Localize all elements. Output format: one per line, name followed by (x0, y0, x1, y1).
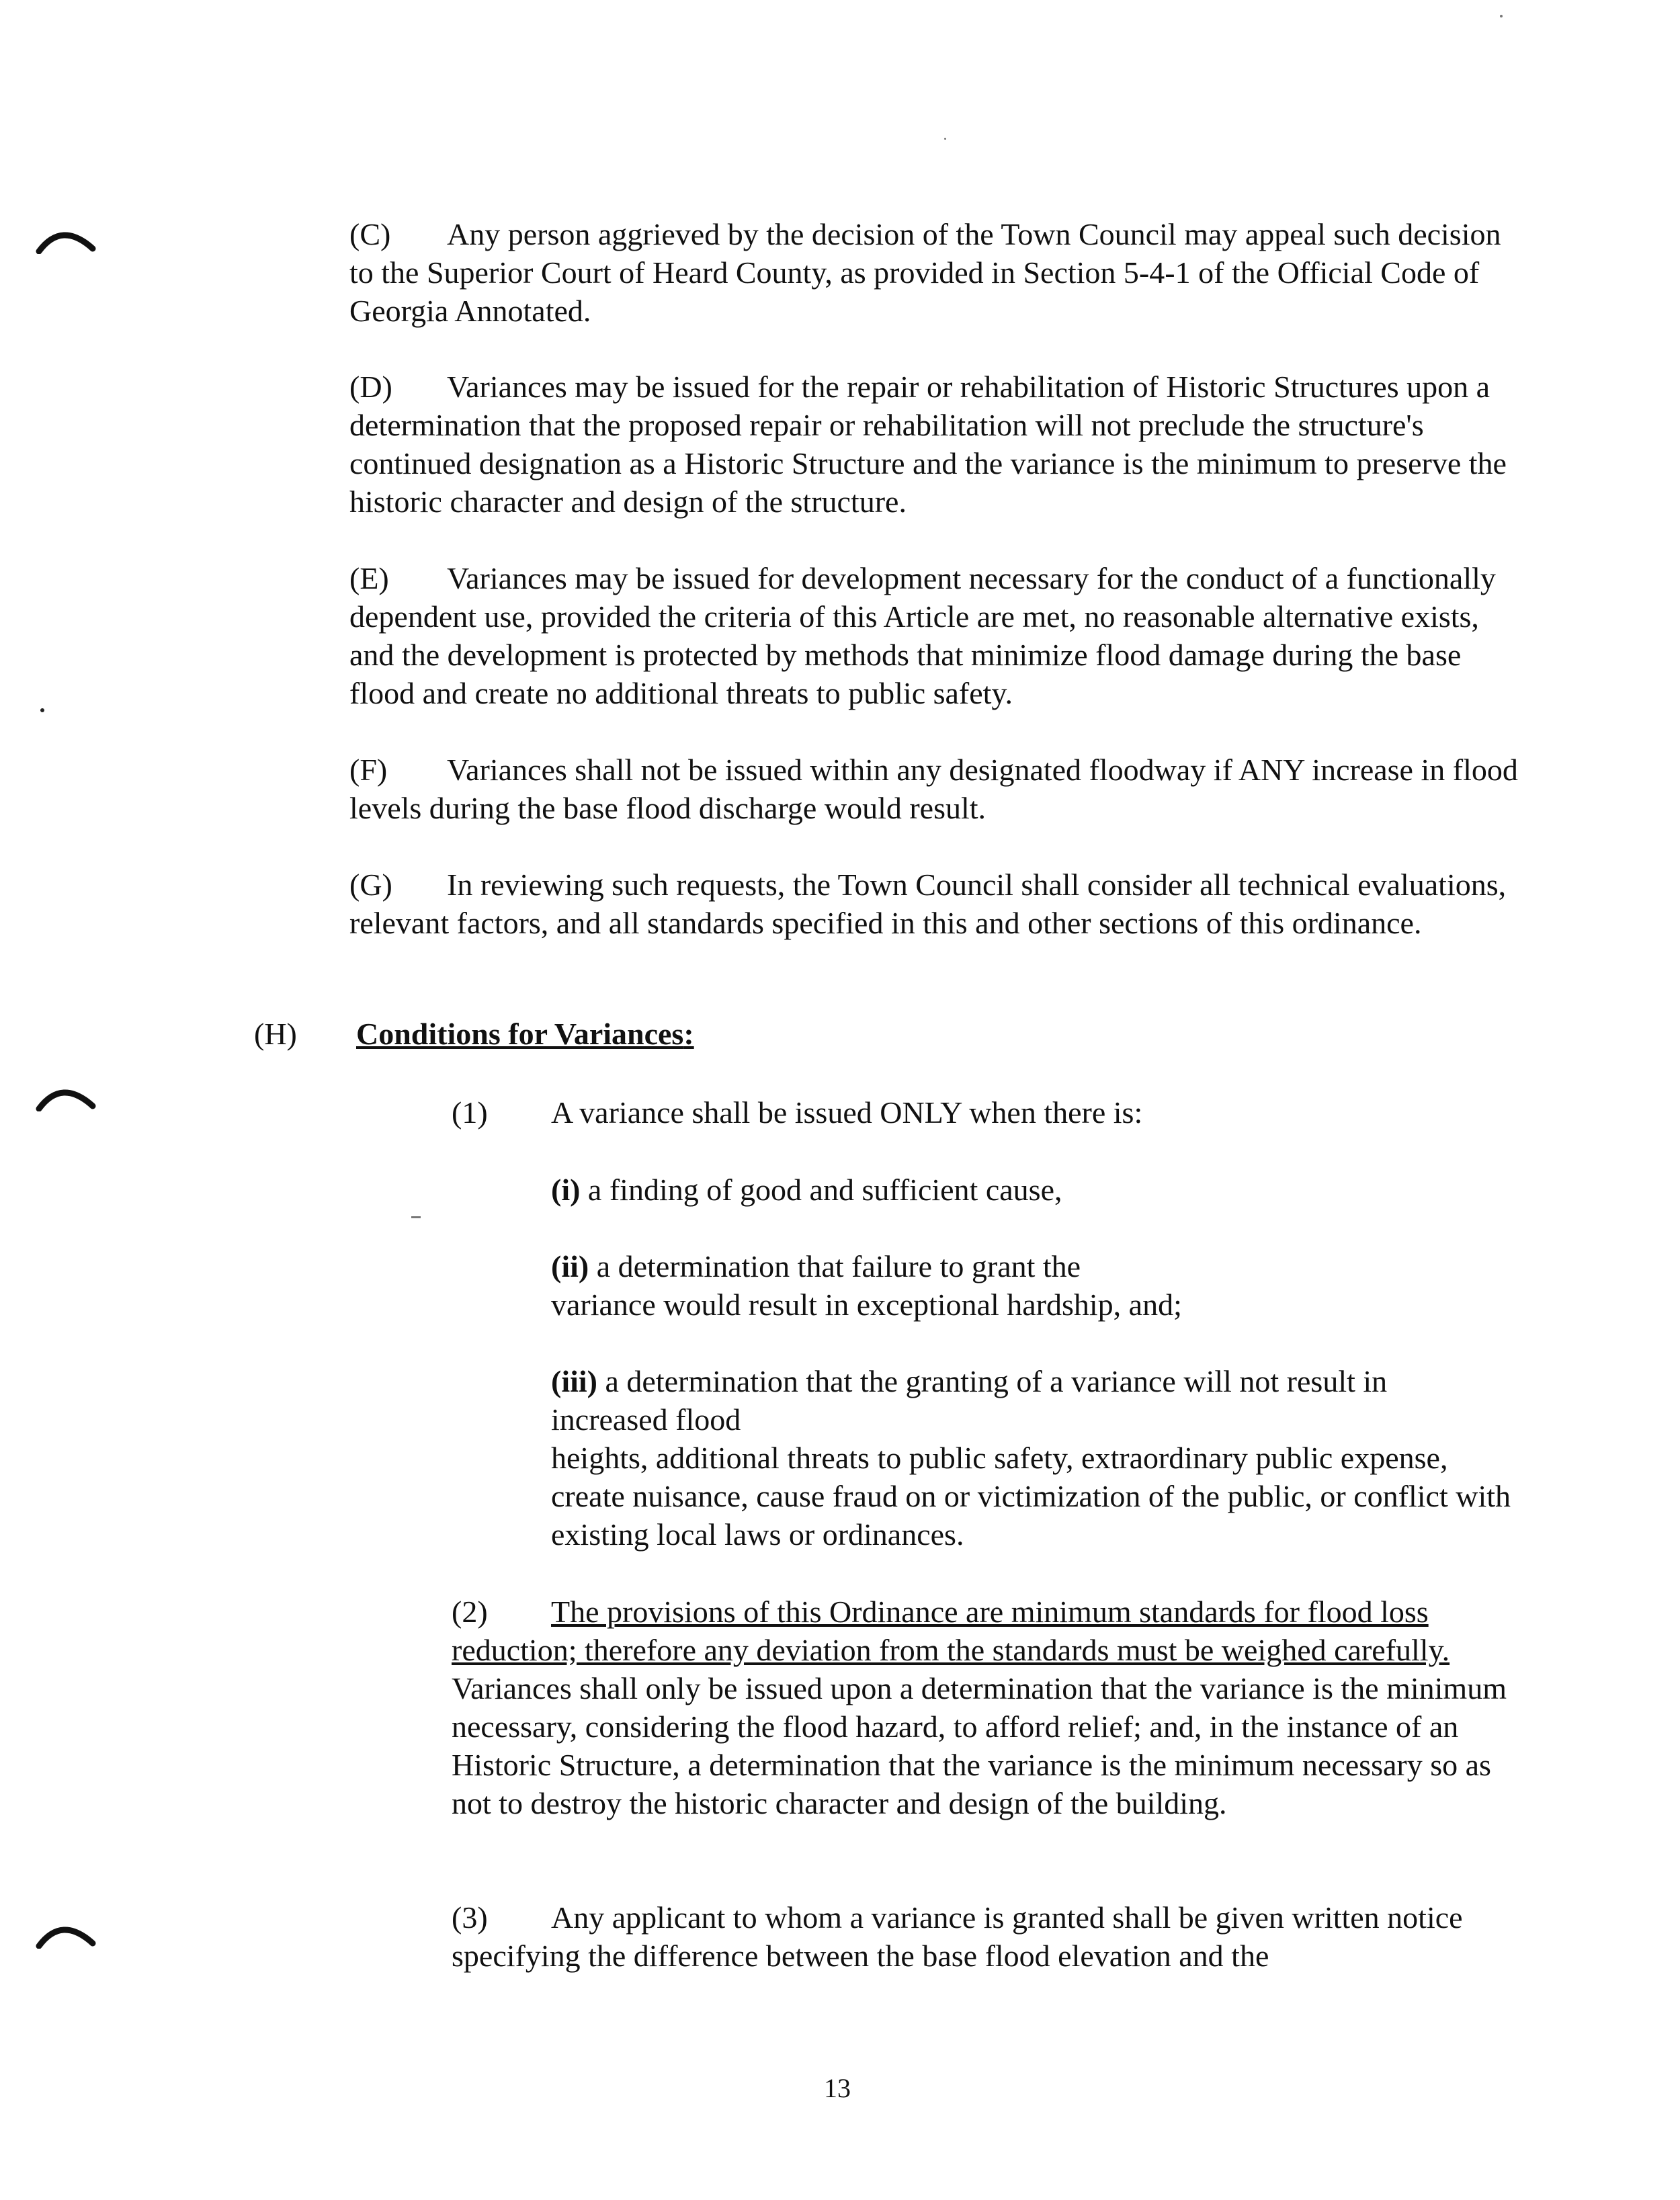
page-number: 13 (824, 2073, 851, 2103)
paragraph-f-label: (F) (349, 753, 388, 787)
section-h-heading (356, 1015, 694, 1053)
paragraph-g-label: (G) (349, 868, 392, 902)
item-2-underlined-text: The provisions of this Ordinance are minimum standards for flood loss reduction; therefore any deviation from the standards must be weighed carefully. (452, 1595, 1450, 1667)
item-1-text: A variance shall be issued ONLY when there is: (551, 1095, 1143, 1130)
paragraph-d-label: (D) (349, 370, 392, 404)
section-h-heading-colon: : (683, 1017, 694, 1051)
paragraph-d-text: Variances may be issued for the repair or rehabilitation of Historic Structures upon a determination that the proposed repair or rehabilitation will not preclude the structure's continued designation as a Historic Structure and the variance is the minimum to preserve the historic character and design of the structure. (349, 370, 1507, 519)
section-h-heading-text: Conditions for Variances (356, 1017, 684, 1051)
item-1-sub-ii (551, 1247, 1519, 1324)
scan-speck (944, 138, 946, 140)
item-2-text: Variances shall only be issued upon a determination that the variance is the minimum necessary, considering the flood hazard, to afford relief; and, in the instance of an Historic Structure, a determination that the variance is the minimum necessary so as not to destroy the historic character and design of the building. (452, 1671, 1507, 1820)
item-3 (452, 1898, 1520, 1975)
item-1-sub-iii (551, 1362, 1519, 1554)
paragraph-c-label: (C) (349, 217, 391, 251)
paragraph-e (349, 559, 1519, 712)
section-h-label: (H) (254, 1017, 297, 1051)
item-2-label: (2) (452, 1595, 488, 1629)
item-1-sub-i (551, 1171, 1062, 1209)
item-1-sub-ii-line2: variance would result in exceptional hardship, and; (551, 1287, 1182, 1322)
paragraph-e-text: Variances may be issued for development necessary for the conduct of a functionally dependent use, provided the criteria of this Article are met, no reasonable alternative exists, and the development is protected by methods that minimize flood damage during the base flood and create no additional threats to public safety. (349, 561, 1496, 710)
punch-hole-mark-bottom (35, 1919, 97, 1949)
item-1-sub-iii-line2: increased flood (551, 1402, 741, 1437)
scan-speck (411, 1216, 421, 1218)
item-1-sub-iii-line3: heights, additional threats to public safety, extraordinary public expense, create nuisance, cause fraud on or victimization of the public, or conflict with existing local laws or ordinances. (551, 1441, 1511, 1552)
item-1-sub-i-label: (i) (551, 1173, 581, 1207)
item-1-sub-ii-label: (ii) (551, 1249, 589, 1283)
item-2 (452, 1593, 1520, 1822)
punch-hole-mark-middle (35, 1082, 97, 1111)
item-1-sub-i-text: a finding of good and sufficient cause, (587, 1173, 1062, 1207)
item-3-text: Any applicant to whom a variance is granted shall be given written notice specifying the difference between the base flood elevation and the (452, 1900, 1463, 1973)
paragraph-e-label: (E) (349, 561, 389, 595)
paragraph-c (349, 215, 1519, 330)
item-1-sub-iii-label: (iii) (551, 1364, 597, 1398)
scan-speck (40, 708, 44, 712)
scan-speck (1500, 15, 1503, 17)
item-1-label: (1) (452, 1095, 488, 1130)
paragraph-f-text: Variances shall not be issued within any designated floodway if ANY increase in flood levels during the base flood discharge would result. (349, 753, 1518, 825)
item-1-sub-ii-line1: a determination that failure to grant the (596, 1249, 1081, 1283)
paragraph-g (349, 865, 1519, 942)
item-1-sub-iii-line1: a determination that the granting of a variance will not result in (605, 1364, 1388, 1398)
paragraph-d (349, 368, 1519, 521)
paragraph-c-text: Any person aggrieved by the decision of the Town Council may appeal such decision to the Superior Court of Heard County, as provided in Section 5-4-1 of the Official Code of Georgia Annotated. (349, 217, 1501, 328)
paragraph-f (349, 751, 1519, 827)
paragraph-g-text: In reviewing such requests, the Town Council shall consider all technical evaluations, relevant factors, and all standards specified in this and other sections of this ordinance. (349, 868, 1507, 940)
item-3-label: (3) (452, 1900, 488, 1935)
punch-hole-mark-top (35, 224, 97, 254)
